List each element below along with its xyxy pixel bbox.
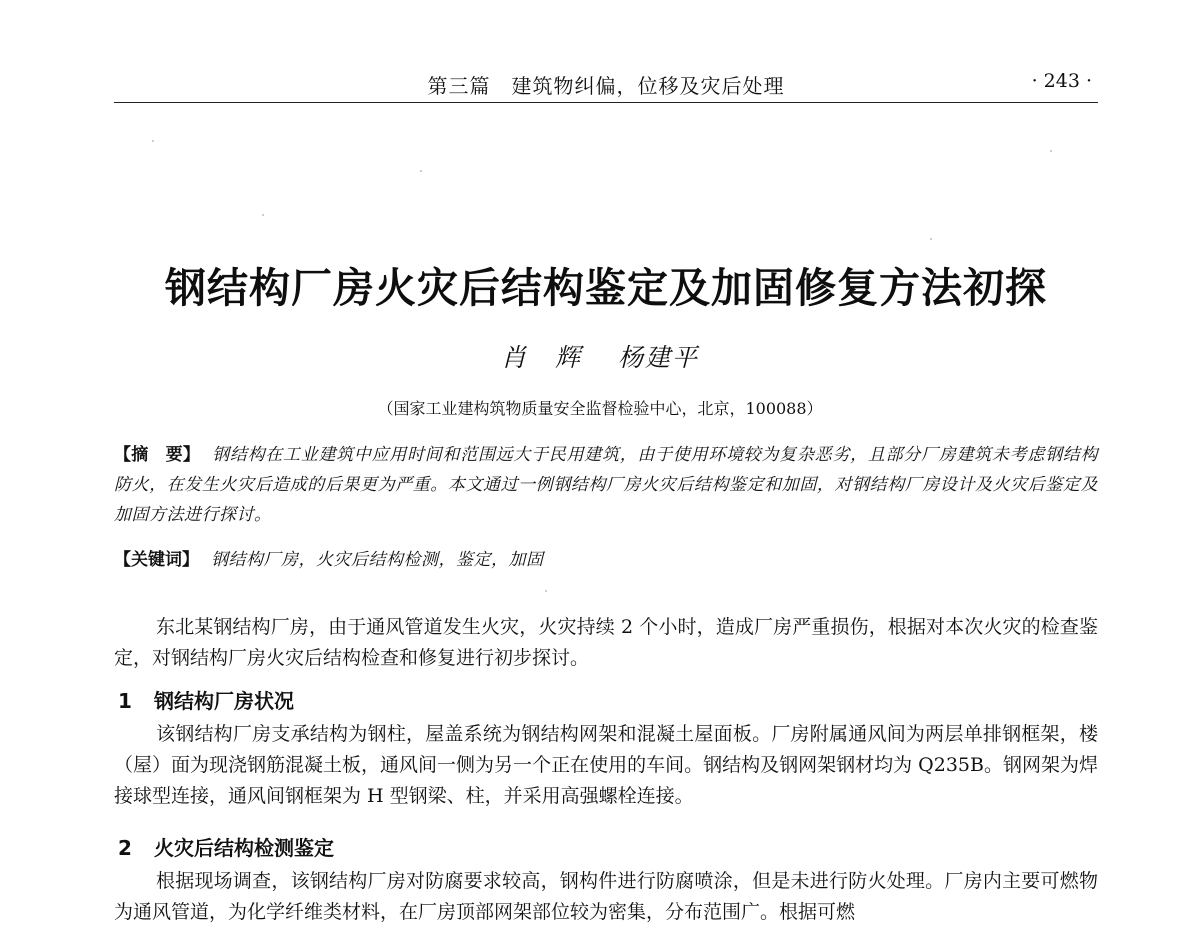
section-2-paragraph: 根据现场调查，该钢结构厂房对防腐要求较高，钢构件进行防腐喷涂，但是未进行防火处理。厂房内主要可燃物为通风管道，为化学纤维类材料，在厂房顶部网架部位较为密集，分布范围广。根据可燃 bbox=[114, 870, 1098, 923]
scan-speck bbox=[420, 170, 422, 172]
abstract-label: 【摘 要】 bbox=[114, 445, 201, 465]
section-1-heading bbox=[118, 685, 294, 714]
keywords bbox=[114, 545, 1098, 570]
keywords-text: 钢结构厂房，火灾后结构检测，鉴定，加固 bbox=[211, 550, 544, 570]
section-1-title: 钢结构厂房状况 bbox=[154, 689, 294, 713]
page-number: · 243 · bbox=[1031, 70, 1092, 92]
section-1-paragraph: 该钢结构厂房支承结构为钢柱，屋盖系统为钢结构网架和混凝土屋面板。厂房附属通风间为两层单排钢框架，楼（屋）面为现浇钢筋混凝土板，通风间一侧为另一个正在使用的车间。钢结构及钢网架钢材均为 Q235B。钢网架为焊接球型连接，通风间钢框架为 H 型钢梁、柱，并采用高强螺栓连接。 bbox=[114, 723, 1098, 807]
section-2-title: 火灾后结构检测鉴定 bbox=[154, 836, 334, 860]
paper-title: 钢结构厂房火灾后结构鉴定及加固修复方法初探 bbox=[165, 264, 1047, 312]
author-1: 肖 辉 bbox=[500, 343, 582, 372]
running-title: 第三篇 建筑物纠偏，位移及灾后处理 bbox=[427, 74, 785, 98]
intro-paragraph: 东北某钢结构厂房，由于通风管道发生火灾，火灾持续 2 个小时，造成厂房严重损伤，根据对本次火灾的检查鉴定，对钢结构厂房火灾后结构检查和修复进行初步探讨。 bbox=[114, 616, 1098, 669]
scan-speck bbox=[262, 214, 264, 216]
author-2: 杨建平 bbox=[618, 343, 700, 372]
section-2-heading bbox=[118, 832, 334, 861]
abstract bbox=[114, 440, 1098, 530]
affiliation: （国家工业建构筑物质量安全监督检验中心，北京，100088） bbox=[377, 399, 823, 418]
scan-speck bbox=[1050, 150, 1052, 152]
scan-speck bbox=[930, 238, 932, 240]
section-2-number: 2 bbox=[118, 836, 132, 860]
authors bbox=[300, 338, 900, 374]
scan-speck bbox=[545, 590, 547, 592]
abstract-text: 钢结构在工业建筑中应用时间和范围远大于民用建筑，由于使用环境较为复杂恶劣，且部分厂房建筑未考虑钢结构防火，在发生火灾后造成的后果更为严重。本文通过一例钢结构厂房火灾后结构鉴定和加固，对钢结构厂房设计及火灾后鉴定及加固方法进行探讨。 bbox=[114, 445, 1099, 525]
running-header bbox=[114, 64, 1098, 103]
section-1-number: 1 bbox=[118, 689, 132, 713]
scan-speck bbox=[152, 140, 154, 142]
keywords-label: 【关键词】 bbox=[114, 550, 199, 570]
